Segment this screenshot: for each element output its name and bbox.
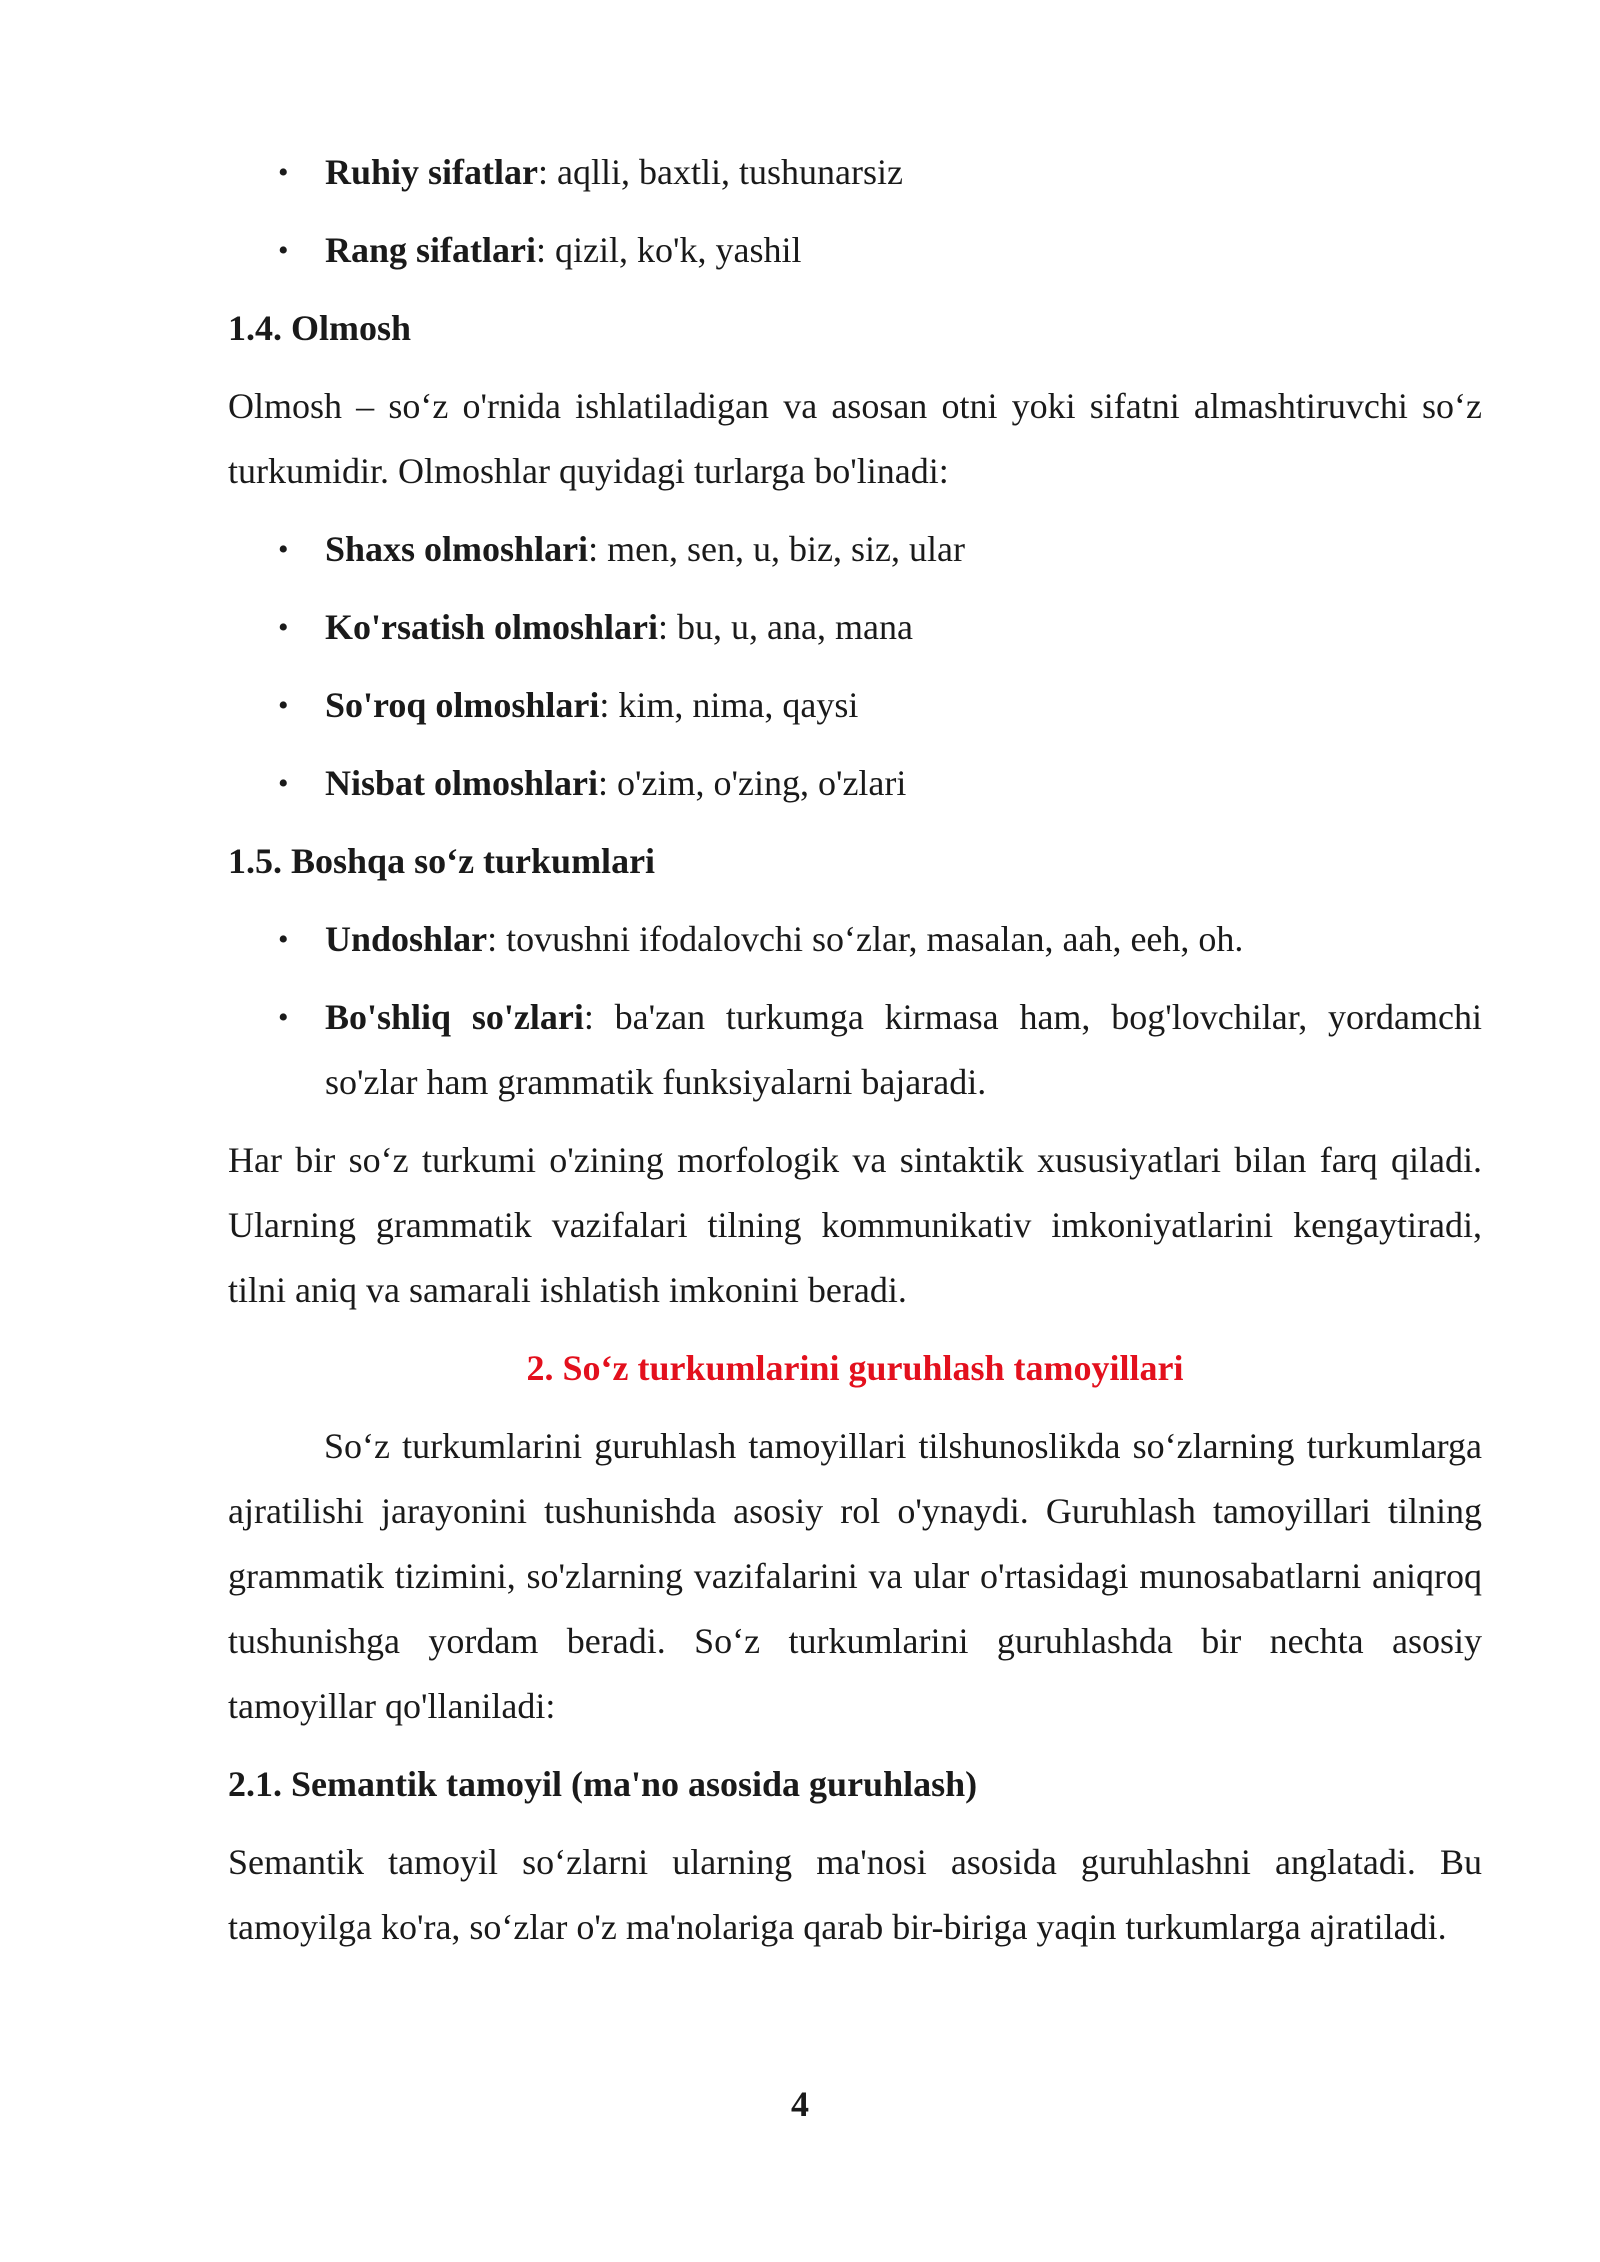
bullet-term: So'roq olmoshlari xyxy=(325,685,600,725)
bullet-icon: • xyxy=(278,923,289,956)
bullet-term: Ko'rsatish olmoshlari xyxy=(325,607,659,647)
bullet-icon: • xyxy=(278,234,289,267)
bullet-list-other xyxy=(228,907,1482,1115)
bullet-icon: • xyxy=(278,1001,289,1034)
document-page xyxy=(228,140,1482,1960)
paragraph-summary: Har bir so‘z turkumi o'zining morfologik va sintaktik xususiyatlari bilan farq qiladi. Ularning grammatik vazifalari tilning kommunikativ imkoniyatlarini kengaytiradi, tilni aniq va samarali ishlatish imkonini beradi. xyxy=(228,1140,1482,1310)
bullet-text: : o'zim, o'zing, o'zlari xyxy=(598,763,907,803)
list-item xyxy=(228,907,1482,972)
bullet-icon: • xyxy=(278,767,289,800)
bullet-term: Rang sifatlari xyxy=(325,230,536,270)
list-item xyxy=(228,595,1482,660)
section-heading-2: 2. So‘z turkumlarini guruhlash tamoyillari xyxy=(526,1348,1184,1388)
bullet-icon: • xyxy=(278,156,289,189)
bullet-term: Ruhiy sifatlar xyxy=(325,152,539,192)
bullet-text: : men, sen, u, biz, siz, ular xyxy=(588,529,965,569)
list-item xyxy=(228,140,1482,205)
bullet-term: Shaxs olmoshlari xyxy=(325,529,589,569)
bullet-text: : bu, u, ana, mana xyxy=(658,607,913,647)
bullet-text: : ba'zan turkumga kirmasa ham, bog'lovchilar, yordamchi so'zlar ham grammatik funksiyalarni bajaradi. xyxy=(325,997,1483,1102)
bullet-text: : kim, nima, qaysi xyxy=(599,685,859,725)
bullet-list-pronouns xyxy=(228,517,1482,816)
page-number: 4 xyxy=(791,2084,809,2124)
section-heading-1-4: 1.4. Olmosh xyxy=(228,308,412,348)
list-item xyxy=(228,673,1482,738)
bullet-text: : qizil, ko'k, yashil xyxy=(536,230,802,270)
bullet-icon: • xyxy=(278,689,289,722)
bullet-term: Bo'shliq so'zlari xyxy=(325,997,584,1037)
bullet-icon: • xyxy=(278,533,289,566)
section-heading-2-1: 2.1. Semantik tamoyil (ma'no asosida guruhlash) xyxy=(228,1764,978,1804)
paragraph-olmosh: Olmosh – so‘z o'rnida ishlatiladigan va asosan otni yoki sifatni almashtiruvchi so‘z turkumidir. Olmoshlar quyidagi turlarga bo'linadi: xyxy=(228,386,1482,491)
bullet-list-adjectives xyxy=(228,140,1482,283)
bullet-icon: • xyxy=(278,611,289,644)
bullet-text: : tovushni ifodalovchi so‘zlar, masalan, aah, eeh, oh. xyxy=(487,919,1244,959)
bullet-text: : aqlli, baxtli, tushunarsiz xyxy=(538,152,903,192)
paragraph-semantic: Semantik tamoyil so‘zlarni ularning ma'nosi asosida guruhlashni anglatadi. Bu tamoyilga ko'ra, so‘zlar o'z ma'nolariga qarab bir-biriga yaqin turkumlarga ajratiladi. xyxy=(228,1842,1482,1947)
section-heading-1-5: 1.5. Boshqa so‘z turkumlari xyxy=(228,841,656,881)
list-item xyxy=(228,751,1482,816)
bullet-term: Undoshlar xyxy=(325,919,488,959)
bullet-term: Nisbat olmoshlari xyxy=(325,763,599,803)
list-item xyxy=(228,517,1482,582)
list-item xyxy=(228,218,1482,283)
list-item xyxy=(228,985,1482,1115)
paragraph-principles: So‘z turkumlarini guruhlash tamoyillari tilshunoslikda so‘zlarning turkumlarga ajratilishi jarayonini tushunishda asosiy rol o'ynaydi. Guruhlash tamoyillari tilning grammatik tizimini, so'zlarning vazifalarini va ular o'rtasidagi munosabatlarni aniqroq tushunishga yordam beradi. So‘z turkumlarini guruhlashda bir nechta asosiy tamoyillar qo'llaniladi: xyxy=(228,1426,1482,1726)
